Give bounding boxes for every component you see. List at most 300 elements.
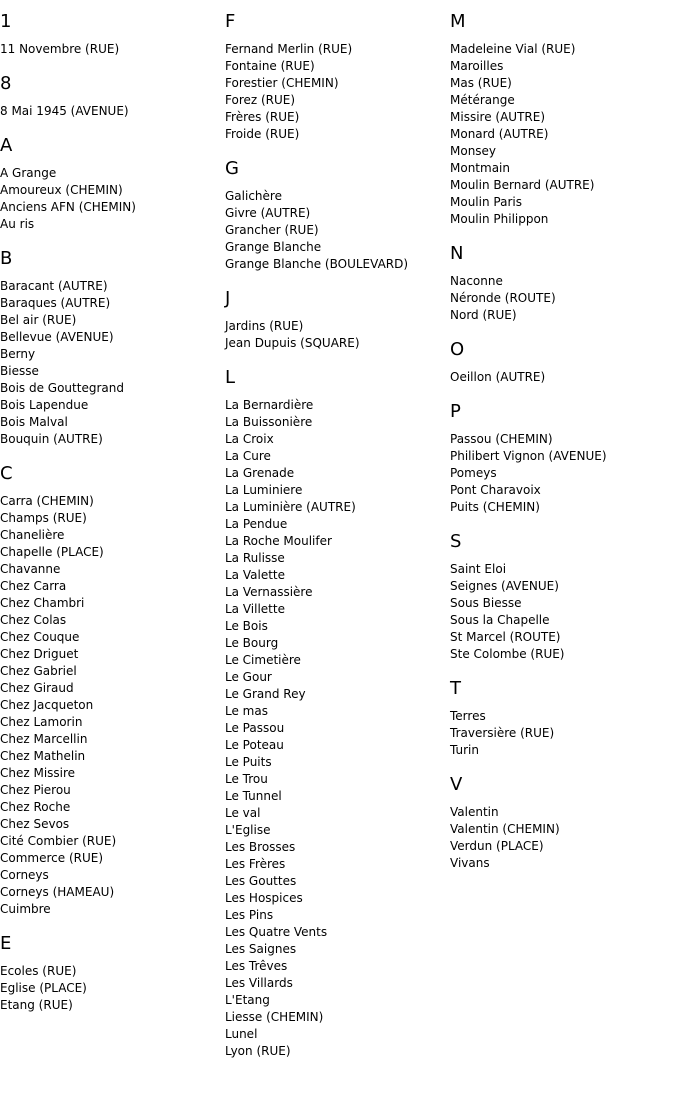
street-list-item [450, 160, 670, 177]
street-list-item [450, 708, 670, 725]
street-link[interactable]: Fernand Merlin (RUE) [225, 42, 353, 56]
street-link[interactable]: Terres [450, 709, 486, 723]
street-link[interactable]: Bel air (RUE) [0, 313, 77, 327]
street-list-item [0, 346, 220, 363]
street-list-item [225, 567, 445, 584]
street-link[interactable]: Bouquin (AUTRE) [0, 432, 103, 446]
street-list-item [0, 799, 220, 816]
street-list [450, 41, 670, 228]
street-list-item [225, 499, 445, 516]
street-link[interactable]: Madeleine Vial (RUE) [450, 42, 576, 56]
street-list-item [0, 380, 220, 397]
street-link[interactable]: L'Etang [225, 993, 270, 1007]
street-link[interactable]: Monsey [450, 144, 497, 158]
street-list-item [225, 75, 445, 92]
section-letter-heading: N [450, 243, 464, 264]
section-letter-heading: P [450, 401, 461, 422]
street-link[interactable]: Liesse (CHEMIN) [225, 1010, 324, 1024]
street-link[interactable]: Jean Dupuis (SQUARE) [225, 336, 360, 350]
street-link[interactable]: Vivans [450, 856, 490, 870]
street-list-item [225, 839, 445, 856]
street-list-item [450, 143, 670, 160]
street-index-column-2 [225, 11, 445, 1075]
street-link[interactable]: Les Hospices [225, 891, 303, 905]
street-link[interactable]: Missire (AUTRE) [450, 110, 545, 124]
street-list-item [225, 873, 445, 890]
street-list-item [225, 992, 445, 1009]
letter-section [225, 288, 445, 352]
street-link[interactable]: Traversière (RUE) [450, 726, 555, 740]
street-link[interactable]: Chez Sevos [0, 817, 70, 831]
street-link[interactable]: Le Gour [225, 670, 272, 684]
street-list-item [0, 867, 220, 884]
street-list-item [0, 561, 220, 578]
letter-section [0, 463, 220, 918]
street-link[interactable]: Les Brosses [225, 840, 296, 854]
street-link[interactable]: Les Villards [225, 976, 293, 990]
street-list-item [450, 448, 670, 465]
street-list-item [450, 307, 670, 324]
street-link[interactable]: A Grange [0, 166, 57, 180]
street-list [225, 318, 445, 352]
street-list [225, 41, 445, 143]
section-letter-heading: L [225, 367, 236, 388]
street-list-item [450, 41, 670, 58]
street-list-item [450, 838, 670, 855]
street-link[interactable]: Baraques (AUTRE) [0, 296, 111, 310]
street-list-item [225, 907, 445, 924]
street-list-item [450, 109, 670, 126]
street-link[interactable]: La Vernassière [225, 585, 313, 599]
street-list-item [0, 901, 220, 918]
section-letter-heading: B [0, 248, 13, 269]
street-link[interactable]: Le Puits [225, 755, 272, 769]
letter-section [450, 678, 670, 759]
street-link[interactable]: Biesse [0, 364, 39, 378]
street-link[interactable]: Lunel [225, 1027, 258, 1041]
street-link[interactable]: La Rulisse [225, 551, 285, 565]
street-list-item [0, 544, 220, 561]
street-list-item [225, 601, 445, 618]
street-list-item [0, 41, 220, 58]
street-link[interactable]: Grancher (RUE) [225, 223, 319, 237]
street-link[interactable]: Chez Pierou [0, 783, 71, 797]
street-link[interactable]: La Cure [225, 449, 271, 463]
street-link[interactable]: Froide (RUE) [225, 127, 300, 141]
street-list-item [450, 646, 670, 663]
street-list-item [0, 697, 220, 714]
street-link[interactable]: Pont Charavoix [450, 483, 541, 497]
street-link[interactable]: Le Poteau [225, 738, 284, 752]
street-link[interactable]: Bois de Gouttegrand [0, 381, 124, 395]
street-link[interactable]: Métérange [450, 93, 515, 107]
section-letter-heading: 8 [0, 73, 12, 94]
section-letter-heading: O [450, 339, 465, 360]
street-list-item [225, 1009, 445, 1026]
street-list-item [225, 239, 445, 256]
street-link[interactable]: Chapelle (PLACE) [0, 545, 104, 559]
street-link[interactable]: La Valette [225, 568, 285, 582]
street-link[interactable]: Au ris [0, 217, 35, 231]
street-list-item [450, 595, 670, 612]
street-link[interactable]: Oeillon (AUTRE) [450, 370, 546, 384]
street-list-item [225, 431, 445, 448]
street-list-item [225, 41, 445, 58]
street-list [0, 278, 220, 448]
street-list-item [225, 58, 445, 75]
street-list-item [0, 165, 220, 182]
street-link[interactable]: Pomeys [450, 466, 497, 480]
street-list-item [225, 92, 445, 109]
street-link[interactable]: La Grenade [225, 466, 295, 480]
street-list-item [0, 312, 220, 329]
street-list-item [225, 516, 445, 533]
street-list-item [225, 941, 445, 958]
street-link[interactable]: Passou (CHEMIN) [450, 432, 553, 446]
section-letter-heading: 1 [0, 11, 12, 32]
street-link[interactable]: Chez Missire [0, 766, 76, 780]
street-list-item [225, 720, 445, 737]
letter-section [0, 11, 220, 58]
street-list-item [0, 199, 220, 216]
street-link[interactable]: La Bernardière [225, 398, 314, 412]
street-list-item [225, 686, 445, 703]
street-link[interactable]: Jardins (RUE) [225, 319, 304, 333]
street-link[interactable]: St Marcel (ROUTE) [450, 630, 561, 644]
street-link[interactable]: Chez Colas [0, 613, 67, 627]
street-list-item [0, 329, 220, 346]
letter-section [450, 11, 670, 228]
street-list-item [0, 278, 220, 295]
street-list-item [225, 652, 445, 669]
street-list-item [0, 595, 220, 612]
street-list-item [0, 363, 220, 380]
street-link[interactable]: Chez Marcellin [0, 732, 88, 746]
street-list-item [225, 448, 445, 465]
street-list [0, 165, 220, 233]
street-list-item [225, 465, 445, 482]
street-list-item [0, 510, 220, 527]
section-letter-heading: V [450, 774, 463, 795]
street-list-item [225, 414, 445, 431]
letter-section [450, 243, 670, 324]
street-link[interactable]: Chez Carra [0, 579, 67, 593]
street-link[interactable]: Chez Lamorin [0, 715, 83, 729]
street-list-item [225, 635, 445, 652]
street-list-item [225, 737, 445, 754]
street-link[interactable]: Le Grand Rey [225, 687, 306, 701]
street-link[interactable]: La Pendue [225, 517, 288, 531]
street-link[interactable]: Valentin [450, 805, 499, 819]
street-list-item [450, 725, 670, 742]
street-list-item [225, 805, 445, 822]
street-list-item [450, 482, 670, 499]
street-list-item [0, 748, 220, 765]
street-link[interactable]: La Villette [225, 602, 285, 616]
street-link[interactable]: Le mas [225, 704, 268, 718]
street-link[interactable]: La Luminiere [225, 483, 303, 497]
street-link[interactable]: Moulin Paris [450, 195, 522, 209]
street-list-item [225, 550, 445, 567]
street-link[interactable]: Chez Mathelin [0, 749, 86, 763]
street-list [450, 561, 670, 663]
street-list-item [225, 126, 445, 143]
street-list-item [450, 561, 670, 578]
section-letter-heading: M [450, 11, 466, 32]
street-link[interactable]: Lyon (RUE) [225, 1044, 291, 1058]
letter-section [450, 401, 670, 516]
street-link[interactable]: Le Passou [225, 721, 285, 735]
street-list-item [450, 612, 670, 629]
street-link[interactable]: Les Pins [225, 908, 274, 922]
street-link[interactable]: Turin [450, 743, 479, 757]
street-link[interactable]: Le val [225, 806, 261, 820]
street-link[interactable]: Puits (CHEMIN) [450, 500, 540, 514]
street-link[interactable]: Saint Eloi [450, 562, 507, 576]
street-index-column-1 [0, 11, 220, 1029]
street-link[interactable]: Seignes (AVENUE) [450, 579, 559, 593]
street-list-item [225, 1043, 445, 1060]
street-link[interactable]: Valentin (CHEMIN) [450, 822, 560, 836]
street-link[interactable]: Corneys [0, 868, 49, 882]
street-link[interactable]: Les Frères [225, 857, 286, 871]
street-list-item [0, 431, 220, 448]
street-list-item [225, 975, 445, 992]
street-link[interactable]: Nord (RUE) [450, 308, 517, 322]
street-list-item [450, 211, 670, 228]
street-link[interactable]: Etang (RUE) [0, 998, 73, 1012]
street-list-item [225, 1026, 445, 1043]
letter-section [450, 339, 670, 386]
street-list-item [450, 578, 670, 595]
street-link[interactable]: Cuimbre [0, 902, 51, 916]
street-list [0, 493, 220, 918]
street-list-item [225, 754, 445, 771]
street-list-item [0, 816, 220, 833]
street-link[interactable]: Bellevue (AVENUE) [0, 330, 114, 344]
street-link[interactable]: Moulin Philippon [450, 212, 549, 226]
street-link[interactable]: Néronde (ROUTE) [450, 291, 556, 305]
street-list-item [225, 482, 445, 499]
street-list-item [225, 205, 445, 222]
street-list-item [0, 663, 220, 680]
street-list-item [0, 714, 220, 731]
street-list-item [225, 618, 445, 635]
section-letter-heading: F [225, 11, 236, 32]
street-list-item [0, 493, 220, 510]
section-letter-heading: C [0, 463, 13, 484]
street-link[interactable]: Philibert Vignon (AVENUE) [450, 449, 607, 463]
letter-section [0, 933, 220, 1014]
section-letter-heading: T [450, 678, 461, 699]
street-link[interactable]: Le Bois [225, 619, 268, 633]
street-link[interactable]: Les Quatre Vents [225, 925, 328, 939]
street-list-item [0, 646, 220, 663]
street-link[interactable]: Chavanne [0, 562, 61, 576]
street-link[interactable]: Berny [0, 347, 36, 361]
street-link[interactable]: Chez Chambri [0, 596, 85, 610]
street-list-item [0, 103, 220, 120]
section-letter-heading: A [0, 135, 13, 156]
street-index-column-3 [450, 11, 670, 887]
street-link[interactable]: Le Cimetière [225, 653, 301, 667]
street-link[interactable]: La Roche Moulifer [225, 534, 332, 548]
street-link[interactable]: Les Saignes [225, 942, 297, 956]
street-list-item [0, 680, 220, 697]
street-list-item [225, 856, 445, 873]
letter-section [450, 531, 670, 663]
street-link[interactable]: Cité Combier (RUE) [0, 834, 117, 848]
street-link[interactable]: Naconne [450, 274, 503, 288]
street-link[interactable]: Chanelière [0, 528, 65, 542]
street-list-item [225, 822, 445, 839]
street-link[interactable]: Forez (RUE) [225, 93, 296, 107]
street-link[interactable]: Chez Roche [0, 800, 71, 814]
street-link[interactable]: Mas (RUE) [450, 76, 512, 90]
street-list [225, 188, 445, 273]
street-link[interactable]: L'Eglise [225, 823, 271, 837]
street-link[interactable]: Les Gouttes [225, 874, 297, 888]
street-list-item [225, 397, 445, 414]
letter-section [225, 11, 445, 143]
street-list [225, 397, 445, 1060]
street-list-item [225, 958, 445, 975]
street-list-item [225, 188, 445, 205]
street-link[interactable]: Chez Driguet [0, 647, 79, 661]
street-link[interactable]: Verdun (PLACE) [450, 839, 544, 853]
street-list-item [225, 890, 445, 907]
street-list-item [0, 731, 220, 748]
street-link[interactable]: Le Tunnel [225, 789, 282, 803]
street-list [450, 708, 670, 759]
street-list-item [0, 397, 220, 414]
street-link[interactable]: Amoureux (CHEMIN) [0, 183, 123, 197]
street-list-item [0, 980, 220, 997]
street-link[interactable]: 11 Novembre (RUE) [0, 42, 120, 56]
street-link[interactable]: Montmain [450, 161, 510, 175]
street-link[interactable]: Eglise (PLACE) [0, 981, 87, 995]
street-link[interactable]: La Croix [225, 432, 274, 446]
street-list-item [0, 833, 220, 850]
street-link[interactable]: Sous la Chapelle [450, 613, 550, 627]
street-list-item [225, 584, 445, 601]
street-list-item [450, 194, 670, 211]
street-link[interactable]: Fontaine (RUE) [225, 59, 315, 73]
street-link[interactable]: La Buissonière [225, 415, 313, 429]
street-list [450, 273, 670, 324]
street-list-item [0, 963, 220, 980]
section-letter-heading: G [225, 158, 239, 179]
letter-section [225, 367, 445, 1060]
street-list-item [450, 821, 670, 838]
street-list-item [0, 782, 220, 799]
letter-section [225, 158, 445, 273]
street-list-item [450, 804, 670, 821]
letter-section [0, 135, 220, 233]
street-list-item [225, 318, 445, 335]
street-list-item [225, 109, 445, 126]
street-list-item [225, 788, 445, 805]
street-list-item [0, 850, 220, 867]
street-link[interactable]: Champs (RUE) [0, 511, 87, 525]
street-list [0, 103, 220, 120]
street-link[interactable]: 8 Mai 1945 (AVENUE) [0, 104, 129, 118]
street-link[interactable]: Ecoles (RUE) [0, 964, 77, 978]
street-list-item [0, 216, 220, 233]
street-link[interactable]: La Luminière (AUTRE) [225, 500, 356, 514]
street-link[interactable]: Bois Lapendue [0, 398, 89, 412]
street-link[interactable]: Le Bourg [225, 636, 279, 650]
street-link[interactable]: Frères (RUE) [225, 110, 300, 124]
street-link[interactable]: Forestier (CHEMIN) [225, 76, 339, 90]
street-list-item [450, 629, 670, 646]
street-list-item [225, 335, 445, 352]
section-letter-heading: E [0, 933, 12, 954]
street-link[interactable]: Chez Jacqueton [0, 698, 94, 712]
street-link[interactable]: Chez Gabriel [0, 664, 77, 678]
street-link[interactable]: Anciens AFN (CHEMIN) [0, 200, 136, 214]
street-link[interactable]: Grange Blanche (BOULEVARD) [225, 257, 409, 271]
street-list [0, 41, 220, 58]
street-list [450, 369, 670, 386]
street-list-item [225, 771, 445, 788]
street-list-item [225, 256, 445, 273]
street-list-item [0, 629, 220, 646]
street-link[interactable]: Baracant (AUTRE) [0, 279, 108, 293]
street-link[interactable]: Monard (AUTRE) [450, 127, 549, 141]
street-list-item [0, 578, 220, 595]
street-list [450, 804, 670, 872]
street-list-item [0, 295, 220, 312]
street-link[interactable]: Chez Couque [0, 630, 80, 644]
street-list-item [0, 997, 220, 1014]
section-letter-heading: S [450, 531, 462, 552]
street-list [0, 963, 220, 1014]
street-link[interactable]: Maroilles [450, 59, 504, 73]
letter-section [450, 774, 670, 872]
street-list-item [0, 527, 220, 544]
street-list-item [0, 612, 220, 629]
street-link[interactable]: Le Trou [225, 772, 268, 786]
street-link[interactable]: Galichère [225, 189, 282, 203]
street-link[interactable]: Chez Giraud [0, 681, 74, 695]
street-list-item [450, 290, 670, 307]
street-list-item [225, 924, 445, 941]
street-link[interactable]: Carra (CHEMIN) [0, 494, 94, 508]
street-link[interactable]: Corneys (HAMEAU) [0, 885, 115, 899]
street-list-item [225, 669, 445, 686]
letter-section [0, 73, 220, 120]
section-letter-heading: J [225, 288, 231, 309]
street-list-item [450, 855, 670, 872]
street-link[interactable]: Bois Malval [0, 415, 68, 429]
street-link[interactable]: Givre (AUTRE) [225, 206, 311, 220]
street-link[interactable]: Commerce (RUE) [0, 851, 104, 865]
street-link[interactable]: Les Trêves [225, 959, 288, 973]
street-list-item [225, 222, 445, 239]
street-link[interactable]: Sous Biesse [450, 596, 522, 610]
street-list-item [225, 703, 445, 720]
street-list-item [450, 742, 670, 759]
street-list-item [0, 414, 220, 431]
street-list-item [450, 177, 670, 194]
street-link[interactable]: Moulin Bernard (AUTRE) [450, 178, 595, 192]
street-list-item [450, 431, 670, 448]
street-list-item [0, 765, 220, 782]
street-list-item [450, 58, 670, 75]
street-link[interactable]: Ste Colombe (RUE) [450, 647, 565, 661]
street-link[interactable]: Grange Blanche [225, 240, 322, 254]
